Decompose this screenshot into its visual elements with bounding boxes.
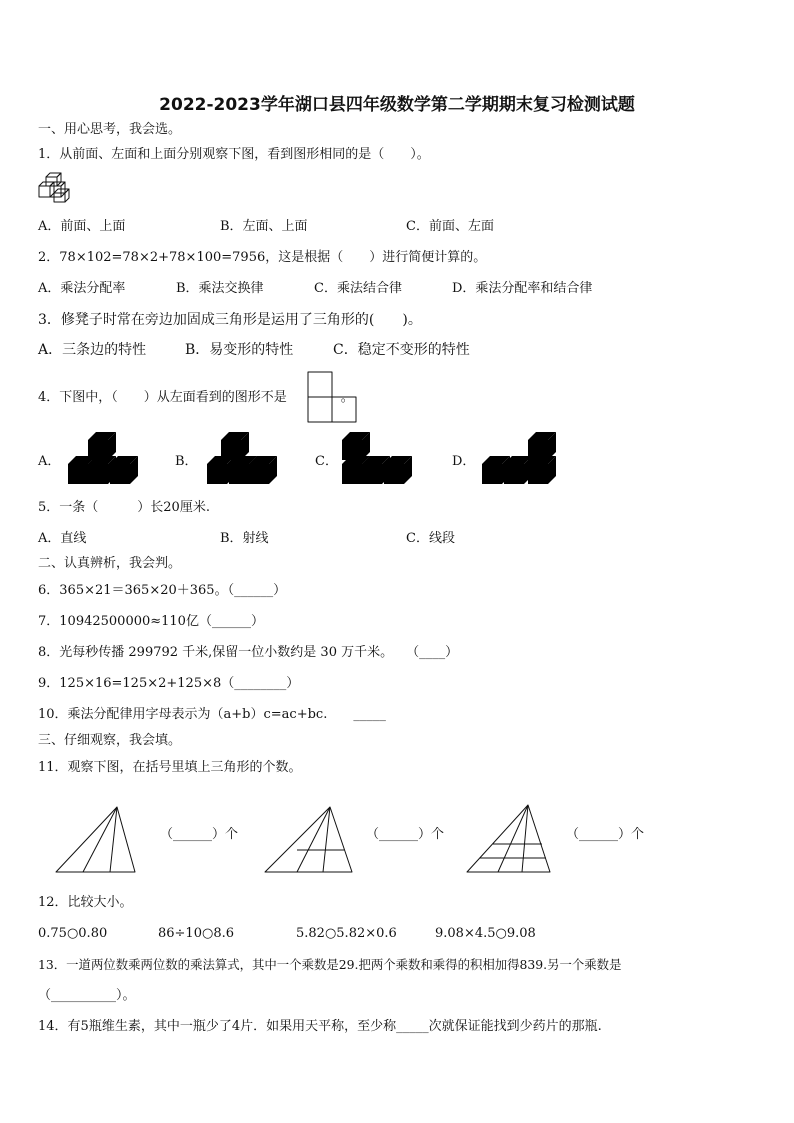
q12-item-4[interactable]: 9.08×4.5○9.08 bbox=[435, 926, 536, 941]
section-3-heading: 三、仔细观察，我会填。 bbox=[38, 733, 182, 748]
question-13-line-1: 13．一道两位数乘两位数的乘法算式，其中一个乘数是29.把两个乘数和乘得的积相加得839.另一个乘数是 bbox=[38, 957, 622, 972]
q11-blank-3[interactable]: （______）个 bbox=[566, 827, 645, 842]
q4-option-d[interactable]: D． bbox=[452, 454, 476, 469]
question-11-text: 11．观察下图，在括号里填上三角形的个数。 bbox=[38, 760, 302, 775]
q4-option-a-figure bbox=[66, 432, 142, 488]
question-1-text: 1．从前面、左面和上面分别观察下图，看到图形相同的是（ ）。 bbox=[38, 147, 430, 162]
q2-option-b[interactable]: B．乘法交换律 bbox=[176, 281, 264, 296]
q11-triangle-1 bbox=[55, 806, 137, 874]
q2-option-a[interactable]: A．乘法分配率 bbox=[38, 281, 126, 296]
q3-option-c[interactable]: C．稳定不变形的特性 bbox=[333, 342, 470, 358]
q4-option-c[interactable]: C． bbox=[315, 454, 338, 469]
q4-left-view-shape bbox=[307, 371, 357, 425]
question-9-text: 9．125×16=125×2+125×8（________） bbox=[38, 676, 300, 691]
q5-option-c[interactable]: C．线段 bbox=[406, 531, 455, 546]
q5-option-b[interactable]: B．射线 bbox=[220, 531, 269, 546]
q4-text-before: 4．下图中，（ ）从左面看到的图形不是 bbox=[38, 390, 287, 405]
q11-blank-1[interactable]: （______）个 bbox=[160, 827, 239, 842]
q4-option-d-figure bbox=[480, 430, 560, 488]
question-8-text: 8．光每秒传播 299792 千米,保留一位小数约是 30 万千米。 （____） bbox=[38, 645, 459, 660]
q4-text-after: 。 bbox=[340, 390, 354, 405]
q4-option-c-figure bbox=[340, 432, 416, 488]
q11-triangle-3 bbox=[466, 804, 552, 874]
q2-option-d[interactable]: D．乘法分配率和结合律 bbox=[452, 281, 593, 296]
question-3-text: 3．修凳子时常在旁边加固成三角形是运用了三角形的( )。 bbox=[38, 312, 422, 328]
q12-item-1[interactable]: 0.75○0.80 bbox=[38, 926, 108, 941]
q1-option-b[interactable]: B．左面、上面 bbox=[220, 219, 308, 234]
question-6-text: 6．365×21＝365×20＋365。（______） bbox=[38, 583, 287, 598]
question-12-text: 12．比较大小。 bbox=[38, 895, 133, 910]
page-title: 2022-2023学年湖口县四年级数学第二学期期末复习检测试题 bbox=[159, 95, 635, 115]
q12-item-3[interactable]: 5.82○5.82×0.6 bbox=[296, 926, 397, 941]
q5-option-a[interactable]: A．直线 bbox=[38, 531, 87, 546]
q4-option-b[interactable]: B． bbox=[175, 454, 198, 469]
question-2-text: 2．78×102=78×2+78×100=7956，这是根据（ ）进行简便计算的。 bbox=[38, 250, 487, 265]
section-2-heading: 二、认真辨析，我会判。 bbox=[38, 556, 182, 571]
q11-blank-2[interactable]: （______）个 bbox=[366, 827, 445, 842]
question-5-text: 5．一条（ ）长20厘米. bbox=[38, 500, 210, 515]
section-1-heading: 一、用心思考，我会选。 bbox=[38, 122, 182, 137]
q4-option-b-figure bbox=[205, 432, 281, 488]
question-7-text: 7．10942500000≈110亿（______） bbox=[38, 614, 264, 629]
q1-option-c[interactable]: C．前面、左面 bbox=[406, 219, 494, 234]
q12-item-2[interactable]: 86÷10○8.6 bbox=[158, 926, 234, 941]
q1-cube-figure bbox=[38, 172, 78, 204]
question-14-text: 14．有5瓶维生素，其中一瓶少了4片．如果用天平称，至少称_____次就保证能找到少药片的那瓶. bbox=[38, 1019, 602, 1034]
q3-option-a[interactable]: A．三条边的特性 bbox=[38, 342, 147, 358]
q3-option-b[interactable]: B．易变形的特性 bbox=[185, 342, 294, 358]
question-13-line-2[interactable]: （__________）。 bbox=[38, 988, 136, 1003]
q2-option-c[interactable]: C．乘法结合律 bbox=[314, 281, 402, 296]
q4-option-a[interactable]: A． bbox=[38, 454, 61, 469]
question-10-text: 10．乘法分配律用字母表示为（a+b）c=ac+bc. _____ bbox=[38, 707, 386, 722]
q11-triangle-2 bbox=[264, 806, 354, 874]
q1-option-a[interactable]: A．前面、上面 bbox=[38, 219, 126, 234]
